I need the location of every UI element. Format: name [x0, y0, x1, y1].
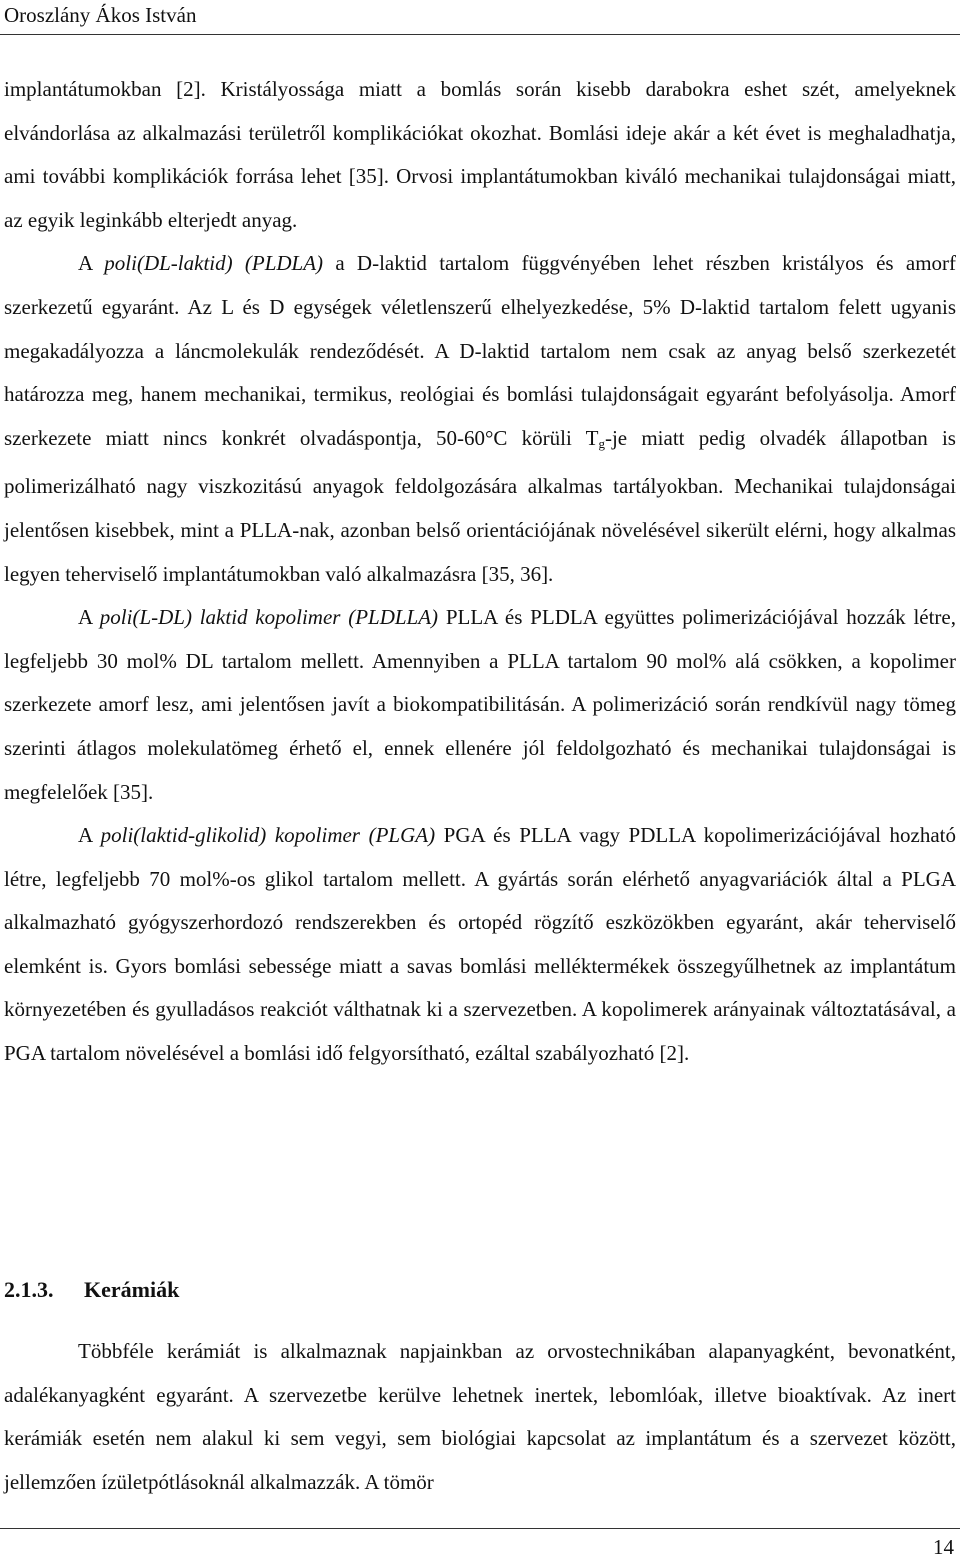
pldlla-term: poli(L-DL) laktid kopolimer (PLDLLA) — [99, 605, 439, 630]
paragraph-pla-continued: implantátumokban [2]. Kristályossága miatt a bomlás során kisebb darabokra eshet szét, amelyeknek elvándorlása az alkalmazási területről komplikációkat okozhat. Bomlási ideje akár a két évet is meghaladhatja, ami további komplikációk forrása lehet [35]. Orvosi implantátumokban kiváló mechanikai tulajdonságai miatt, az egyik leginkább elterjedt anyag. — [4, 77, 956, 232]
paragraph-ceramics: Többféle kerámiát is alkalmaznak napjainkban az orvostechnikában alapanyagként, bevonatként, adalékanyagként egyaránt. A szervezetbe kerülve lehetnek inertek, lebomlóak, illetve bioaktívak. Az inert kerámiák esetén nem alakul ki sem vegyi, sem biológiai kapcsolat az implantátum és a szervezet között, jellemzően ízületpótlásoknál alkalmazzák. A tömör — [4, 1339, 956, 1494]
body-text — [4, 68, 956, 1076]
pldla-text: a D-laktid tartalom függvényében lehet részben kristályos és amorf szerkezetű egyaránt. Az L és D egységek véletlenszerű elhelyezkedése, 5% D-laktid tartalom felett ugyanis megakadályozza a láncmolekulák rendeződését. A D-laktid tartalom nem csak az anyag belső szerkezetét határozza meg, hanem mechanikai, termikus, reológiai és bomlási tulajdonságait egyaránt befolyásolja. Amorf szerkezete miatt nincs konkrét olvadáspontja, 50-60°C körüli T — [4, 251, 957, 450]
plga-lead: A — [78, 823, 101, 848]
ceramics-section-body — [4, 1330, 956, 1504]
header-divider — [0, 34, 960, 35]
section-title: Kerámiák — [84, 1277, 180, 1302]
pldla-text-end: -je miatt pedig olvadék állapotban is polimerizálható nagy viszkozitású anyagok feldolgozására alkalmas tartályokban. Mechanikai tulajdonságai jelentősen kisebbek, mint a PLLA-nak, azonban belső orientációjának növelésével sikerült elérni, hogy alkalmas legyen teherviselő implantátumokban való alkalmazásra [35, 36]. — [4, 425, 956, 586]
plga-text: PGA és PLLA vagy PDLLA kopolimerizációjával hozható létre, legfeljebb 70 mol%-os glikol tartalom mellett. A gyártás során elérhető anyagvariációk által a PLGA alkalmazható gyógyszerhordozó rendszerekben és ortopéd rögzítő eszközökben egyaránt, akár teherviselő elemként is. Gyors bomlási sebessége miatt a savas bomlási melléktermékek összegyűlhetnek az implantátum környezetében és gyulladásos reakciót válthatnak ki a szervezetben. A kopolimerek arányainak változtatásával, a PGA tartalom növelésével a bomlási idő felgyorsítható, ezáltal szabályozható [2]. — [4, 823, 956, 1066]
pldla-lead: A — [78, 251, 105, 276]
tg-subscript: g — [598, 435, 605, 451]
pldlla-lead: A — [78, 605, 100, 630]
pldlla-text: PLLA és PLDLA együttes polimerizációjával hozzák létre, legfeljebb 30 mol% DL tartalom mellett. Amennyiben a PLLA tartalom 90 mol% alá csökken, a kopolimer szerkezete amorf lesz, ami jelentősen javít a biokompatibilitásán. A polimerizáció során rendkívül nagy tömeg szerinti átlagos molekulatömeg érhető el, ennek ellenére jól feldolgozható és mechanikai tulajdonságai is megfelelőek [35]. — [4, 605, 956, 804]
page-number: 14 — [933, 1535, 954, 1559]
paragraph-plga — [4, 814, 956, 1076]
section-number: 2.1.3. — [4, 1277, 54, 1302]
footer-divider — [0, 1528, 960, 1529]
plga-term: poli(laktid-glikolid) kopolimer (PLGA) — [100, 823, 436, 848]
paragraph-pldla — [4, 242, 956, 596]
running-header-author: Oroszlány Ákos István — [4, 3, 197, 27]
paragraph-pldlla — [4, 596, 956, 814]
pldla-term: poli(DL-laktid) (PLDLA) — [104, 251, 324, 276]
section-heading — [4, 1277, 179, 1303]
